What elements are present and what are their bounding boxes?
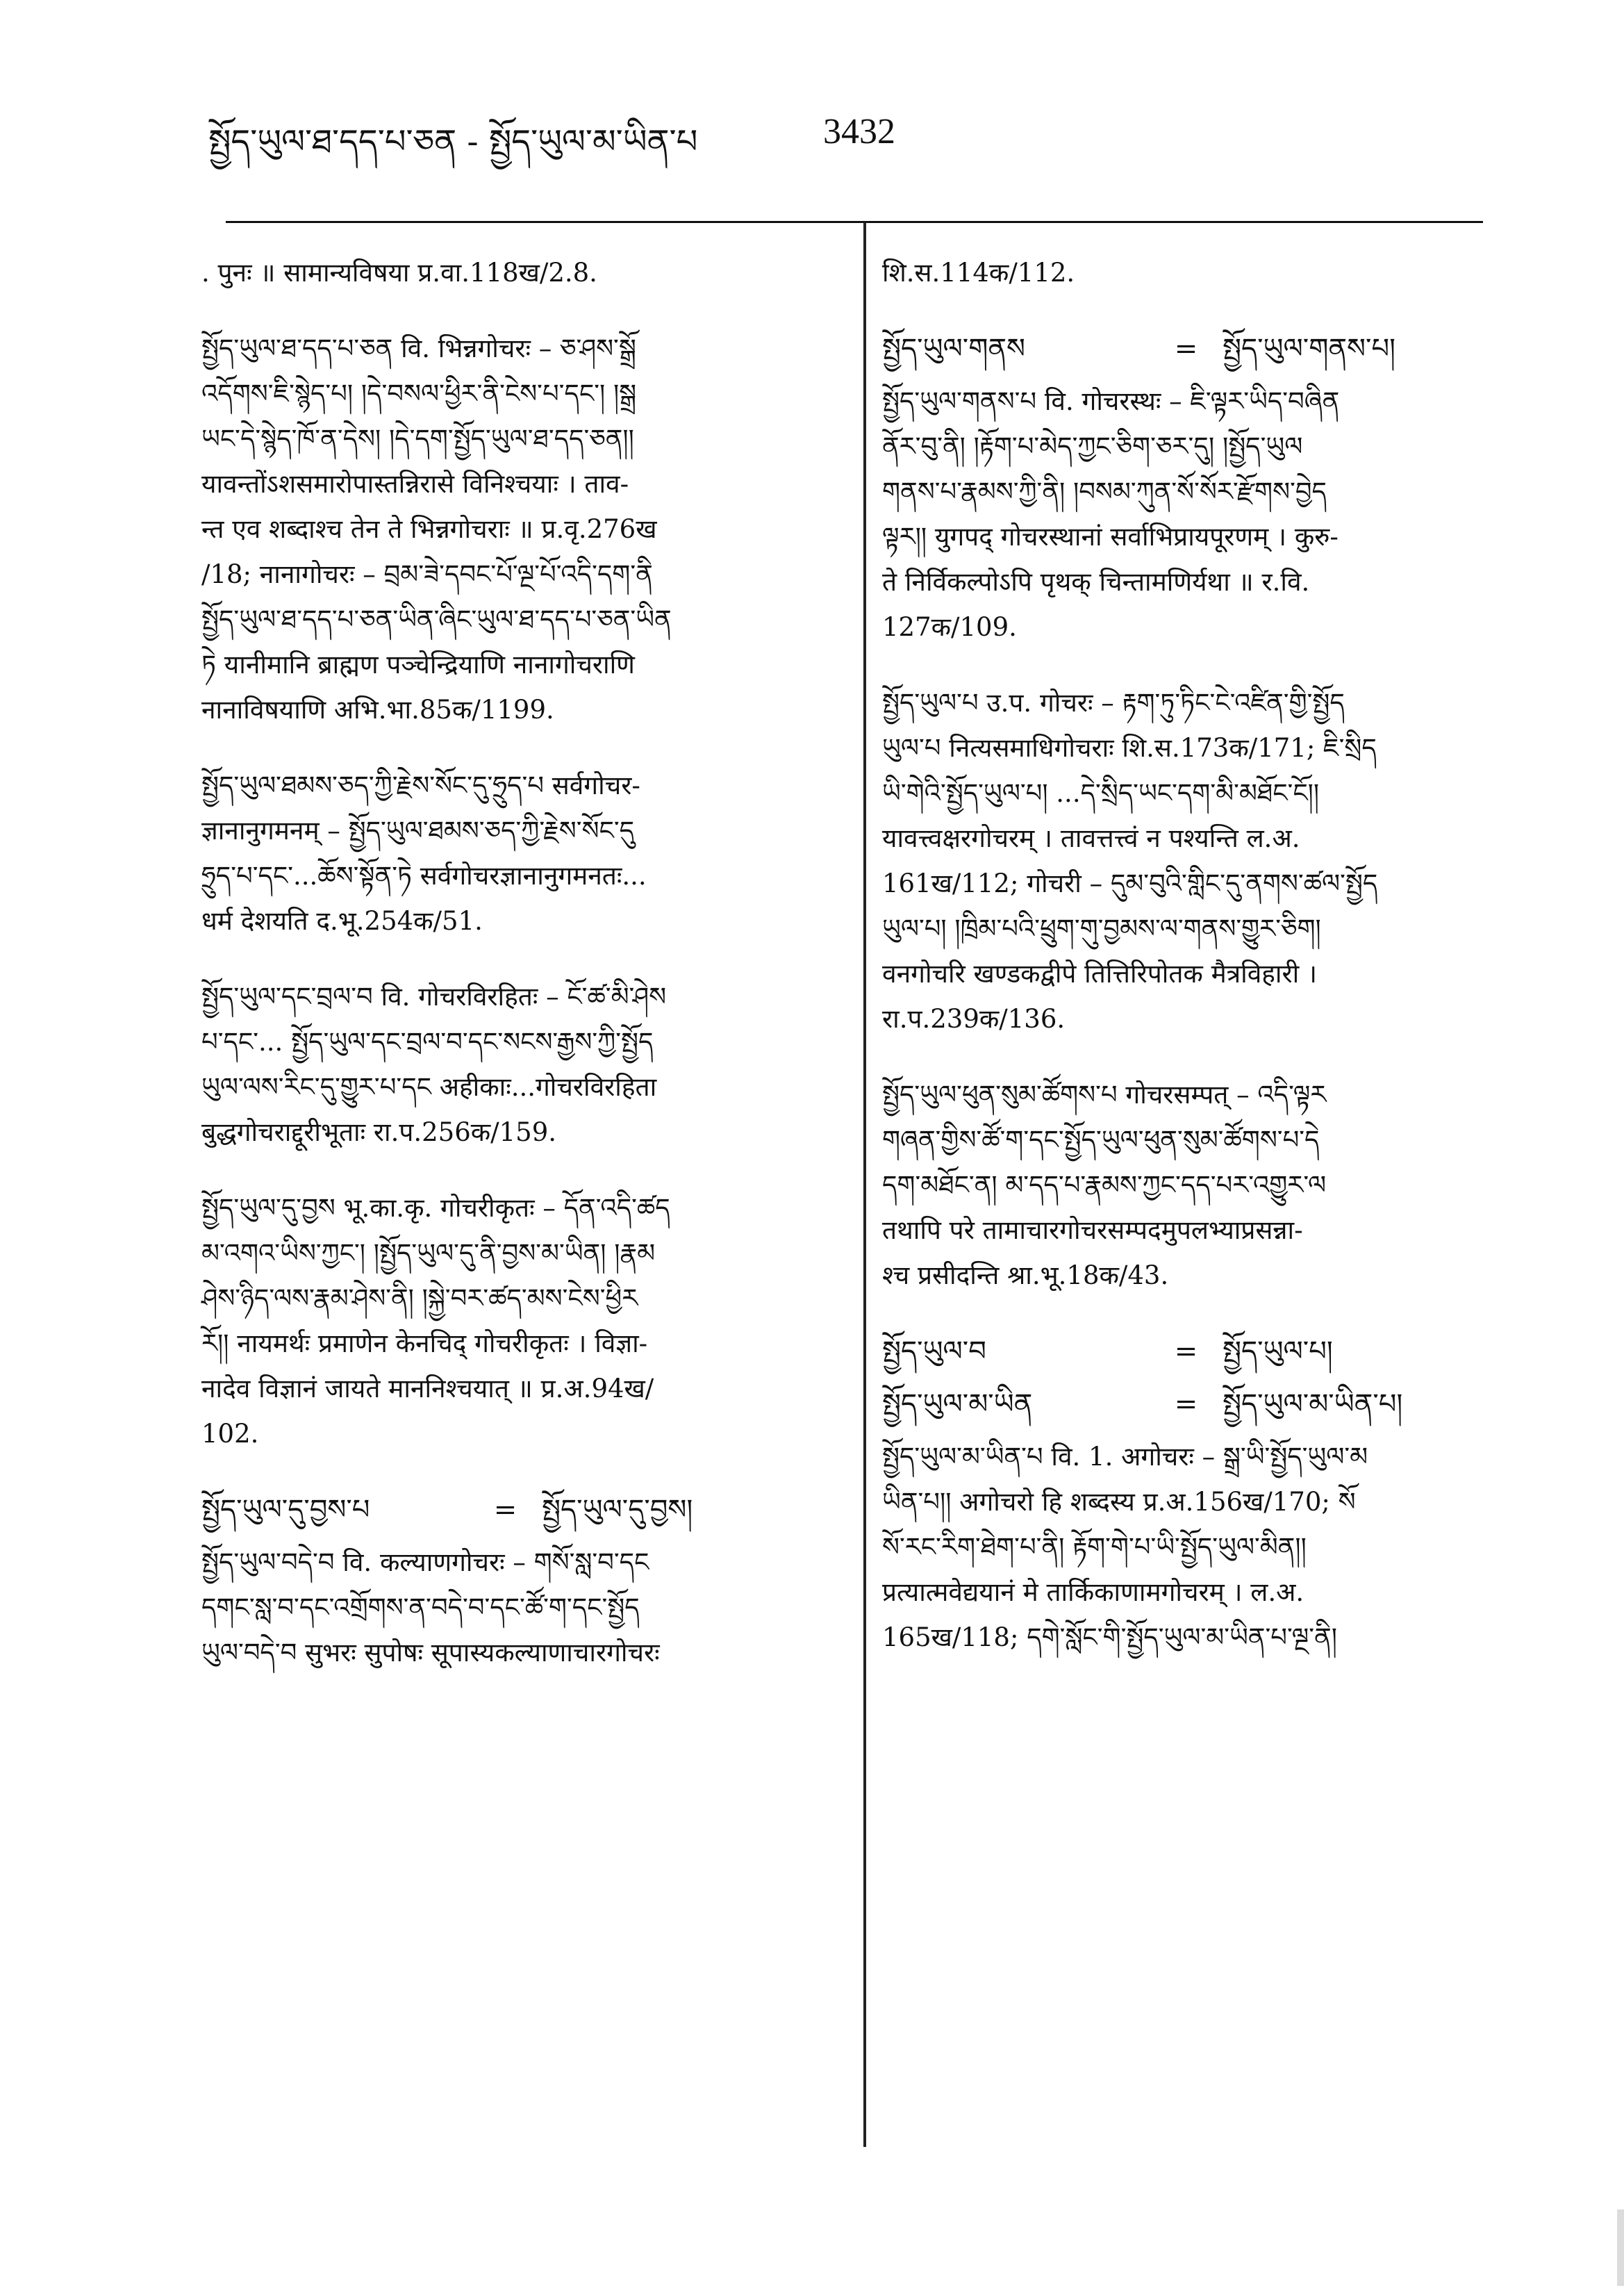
- entry-line: शि.स.114क/112.: [882, 258, 1075, 288]
- entry-line: यावन्तोंऽशसमारोपास्तन्निरासे विनिश्चयाः । ताव-: [201, 469, 629, 499]
- dictionary-entry: [201, 326, 830, 732]
- entry-line: སྤྱོད་ཡུལ་ཐ་དད་པ་ཅན वि. भिन्नगोचरः – ཅ་ཤས་སྒྲོ: [201, 334, 636, 363]
- dictionary-entry: [201, 250, 830, 295]
- entry-line: 161ख/112; गोचरी – དུམ་བུའི་གླིང་དུ་ནགས་ཚལ་སྤྱོད: [882, 869, 1378, 898]
- entry-line: 127क/109.: [882, 612, 1017, 642]
- headword: སྤྱོད་ཡུལ་བ: [882, 1335, 986, 1367]
- entry-line: 102.: [201, 1419, 259, 1449]
- entry-line: श्च प्रसीदन्ति श्रा.भू.18क/43.: [882, 1260, 1169, 1290]
- entry-line: ཧྲུད་པ་དང་...ཆོས་སྟོན་ཏེ सर्वगोचरज्ञानानुगमनतः...: [201, 861, 647, 891]
- entry-line: वनगोचरि खण्डकद्वीपे तित्तिरिपोतक मैत्रविहारी ।: [882, 959, 1318, 989]
- dictionary-entry: [882, 680, 1493, 1042]
- equals-sign: =: [1174, 333, 1198, 365]
- dictionary-entry: [201, 974, 830, 1155]
- running-head: སྤྱོད་ཡུལ་ཐ་དད་པ་ཅན - སྤྱོད་ཡུལ་མ་ཡིན་པ: [208, 122, 698, 161]
- entry-line: बुद्धगोचराद्दूरीभूताः रा.प.256क/159.: [201, 1117, 556, 1147]
- entry-line: སྤྱོད་ཡུལ་མ་ཡིན་པ वि. 1. अगोचरः – སྒྲ་ཡི་སྤྱོད་ཡུལ་མ: [882, 1442, 1368, 1472]
- dictionary-entry: [201, 763, 830, 944]
- equals-sign: =: [1174, 1388, 1198, 1420]
- entry-line: ज्ञानानुगमनम् – སྤྱོད་ཡུལ་ཐམས་ཅད་ཀྱི་རྗེས་སོང་དུ: [201, 816, 635, 846]
- entry-line: धर्म देशयति द.भू.254क/51.: [201, 906, 483, 936]
- entry-line: तथापि परे तामाचारगोचरसम्पदमुपलभ्याप्रसन्ना-: [882, 1215, 1303, 1245]
- page-header: [208, 104, 1493, 181]
- entry-line: དག་མཐོང་ན། མ་དད་པ་རྣམས་ཀྱང་དད་པར་འགྱུར་ལ: [882, 1170, 1327, 1200]
- column-divider: [863, 222, 866, 2147]
- dictionary-entry: [882, 250, 1493, 295]
- entry-line: གནས་པ་རྣམས་ཀྱི་ནི། །བསམ་ཀུན་སོ་སོར་རྫོགས་བྱེད: [882, 477, 1327, 507]
- entry-line: ཡིན་པ།། अगोचरो हि शब्दस्य प्र.अ.156ख/170; སོ: [882, 1487, 1356, 1517]
- headword: སྤྱོད་ཡུལ་དུ་བྱས་པ: [201, 1494, 370, 1526]
- entry-line: ལྟར།། युगपद् गोचरस्थानां सर्वाभिप्रायपूरणम् । कुरु-: [882, 522, 1339, 552]
- headword: སྤྱོད་ཡུལ་མ་ཡིན: [882, 1388, 1033, 1420]
- entry-line: /18; नानागोचरः – བྲམ་ཟེ་དབང་པོ་ལྔ་པོ་འདི་དག་ནི: [201, 559, 653, 589]
- left-column: [201, 250, 830, 1706]
- equals-sign: =: [1174, 1335, 1198, 1367]
- entry-line: སྤྱོད་ཡུལ་ཐ་དད་པ་ཅན་ཡིན་ཞིང་ཡུལ་ཐ་དད་པ་ཅན་ཡིན: [201, 604, 672, 634]
- entry-line: འདོགས་ཇི་སྙེད་པ། །དེ་བསལ་ཕྱིར་ནི་ངེས་པ་དང་། །སྒྲ: [201, 379, 637, 409]
- equals-sign: =: [493, 1494, 517, 1526]
- entry-line: . पुनः ॥ सामान्यविषया प्र.वा.118ख/2.8.: [201, 258, 597, 288]
- header-rule: [226, 221, 1483, 223]
- entry-line: ཡུལ་ལས་རིང་དུ་གྱུར་པ་དང अहीकाः...गोचरविरहिता: [201, 1072, 657, 1102]
- dictionary-entry: [201, 1540, 830, 1675]
- entry-line: རོ།། नायमर्थः प्रमाणेन केनचिद् गोचरीकृतः । विज्ञा-: [201, 1328, 648, 1358]
- entry-line: སྤྱོད་ཡུལ་པ उ.प. गोचरः – རྟག་ཏུ་ཏིང་ངེ་འཛིན་གྱི་སྤྱོད: [882, 688, 1345, 718]
- entry-line: नादेव विज्ञानं जायते माननिश्चयात् ॥ प्र.अ.94ख/: [201, 1374, 654, 1404]
- entry-line: ཏེ यानीमानि ब्राह्मण पञ्चेन्द्रियाणि नानागोचराणि: [201, 650, 635, 680]
- entry-line: न्त एव शब्दाश्च तेन ते भिन्नगोचराः ॥ प्र.वृ.276ख: [201, 514, 657, 544]
- right-column: [882, 250, 1493, 1690]
- entry-line: སོ་རང་རིག་ཐེག་པ་ནི། རྟོག་གེ་པ་ཡི་སྤྱོད་ཡུལ་མིན།།: [882, 1532, 1307, 1562]
- cross-reference-entry: [882, 1328, 1493, 1374]
- entry-line: སྤྱོད་ཡུལ་ཐམས་ཅད་ཀྱི་རྗེས་སོང་དུ་ཧྲུད་པ सर्वगोचर-: [201, 771, 640, 800]
- entry-line: 165ख/118; དགེ་སློང་གི་སྤྱོད་ཡུལ་མ་ཡིན་པ་ལྔ་ནི།: [882, 1622, 1337, 1652]
- entry-line: रा.प.239क/136.: [882, 1004, 1066, 1034]
- scan-edge-mark: [1617, 2209, 1624, 2286]
- entry-line: नानाविषयाणि अभि.भा.85क/1199.: [201, 695, 554, 725]
- dictionary-entry: [882, 379, 1493, 650]
- dictionary-entry: [882, 1072, 1493, 1298]
- reference-target: སྤྱོད་ཡུལ་པ།: [1223, 1335, 1333, 1367]
- entry-line: གཞན་གྱིས་ཚོ་ག་དང་སྤྱོད་ཡུལ་ཕུན་སུམ་ཚོགས་པ་དེ: [882, 1125, 1320, 1155]
- cross-reference-entry: [882, 1381, 1493, 1427]
- entry-line: ཡུལ་པ नित्यसमाधिगोचराः शि.स.173क/171; ཇི་སྲིད: [882, 733, 1377, 763]
- entry-line: ཡུལ་པ། །ཁྲིམ་པའི་ཕྲུག་གུ་བྱམས་ལ་གནས་གྱུར་ཅིག།: [882, 914, 1321, 944]
- entry-line: प्रत्यात्मवेद्ययानं मे तार्किकाणामगोचरम् । ल.अ.: [882, 1577, 1304, 1607]
- cross-reference-entry: [882, 326, 1493, 372]
- entry-line: སྤྱོད་ཡུལ་དུ་བྱས भू.का.कृ. गोचरीकृतः – དོན་འདི་ཚད: [201, 1193, 670, 1223]
- reference-target: སྤྱོད་ཡུལ་དུ་བྱས།: [542, 1494, 693, 1526]
- entry-line: ཡུལ་བདེ་བ सुभरः सुपोषः सूपास्यकल्याणाचारगोचरः: [201, 1638, 660, 1668]
- dictionary-entry: [201, 1185, 830, 1456]
- entry-line: ཤེས་ཉིད་ལས་རྣམ་ཤེས་ནི། །སྐྱེ་བར་ཚད་མས་ངེས་ཕྱིར: [201, 1283, 638, 1313]
- headword: སྤྱོད་ཡུལ་གནས: [882, 333, 1026, 365]
- reference-target: སྤྱོད་ཡུལ་མ་ཡིན་པ།: [1223, 1388, 1403, 1420]
- entry-line: ཡི་གེའི་སྤྱོད་ཡུལ་པ། ...དེ་སྲིད་ཡང་དག་མི་མཐོང་ངོ།།: [882, 778, 1320, 808]
- page-number: 3432: [823, 112, 895, 151]
- dictionary-entry: [882, 1434, 1493, 1660]
- entry-line: དགང་སླ་བ་དང་འགྲོགས་ན་བདེ་བ་དང་ཚོ་ག་དང་སྤྱོད: [201, 1592, 640, 1622]
- entry-line: སྤྱོད་ཡུལ་ཕུན་སུམ་ཚོགས་པ गोचरसम्पत् – འདི་ལྟར: [882, 1080, 1327, 1110]
- reference-target: སྤྱོད་ཡུལ་གནས་པ།: [1223, 333, 1395, 365]
- entry-line: མ་འགའ་ཡིས་ཀྱང་། །སྤྱོད་ཡུལ་དུ་ནི་བྱས་མ་ཡིན། །རྣམ: [201, 1238, 656, 1268]
- entry-line: སྤྱོད་ཡུལ་གནས་པ वि. गोचरस्थः – ཇི་ལྟར་ཡིད་བཞིན: [882, 386, 1340, 416]
- entry-line: यावत्त्वक्षरगोचरम् । तावत्तत्त्वं न पश्यन्ति ल.अ.: [882, 823, 1300, 853]
- entry-line: ནོར་བུ་ནི། །རྟོག་པ་མེད་ཀྱང་ཅིག་ཅར་དུ། །སྤྱོད་ཡུལ: [882, 431, 1303, 461]
- entry-line: སྤྱོད་ཡུལ་དང་བྲལ་བ वि. गोचरविरहितः – ངོ་ཚ་མི་ཤེས: [201, 982, 667, 1012]
- entry-line: ཡང་དེ་སྙེད་ཁོ་ན་དེས། །དེ་དག་སྤྱོད་ཡུལ་ཐ་དད་ཅན།།: [201, 424, 634, 454]
- entry-line: སྤྱོད་ཡུལ་བདེ་བ वि. कल्याणगोचरः – གསོ་སླ་བ་དང: [201, 1547, 649, 1577]
- entry-line: པ་དང་... སྤྱོད་ཡུལ་དང་བྲལ་བ་དང་སངས་རྒྱས་ཀྱི་སྤྱོད: [201, 1027, 654, 1057]
- entry-line: ते निर्विकल्पोऽपि पृथक् चिन्तामणिर्यथा ॥ र.वि.: [882, 567, 1310, 597]
- cross-reference-entry: [201, 1487, 830, 1533]
